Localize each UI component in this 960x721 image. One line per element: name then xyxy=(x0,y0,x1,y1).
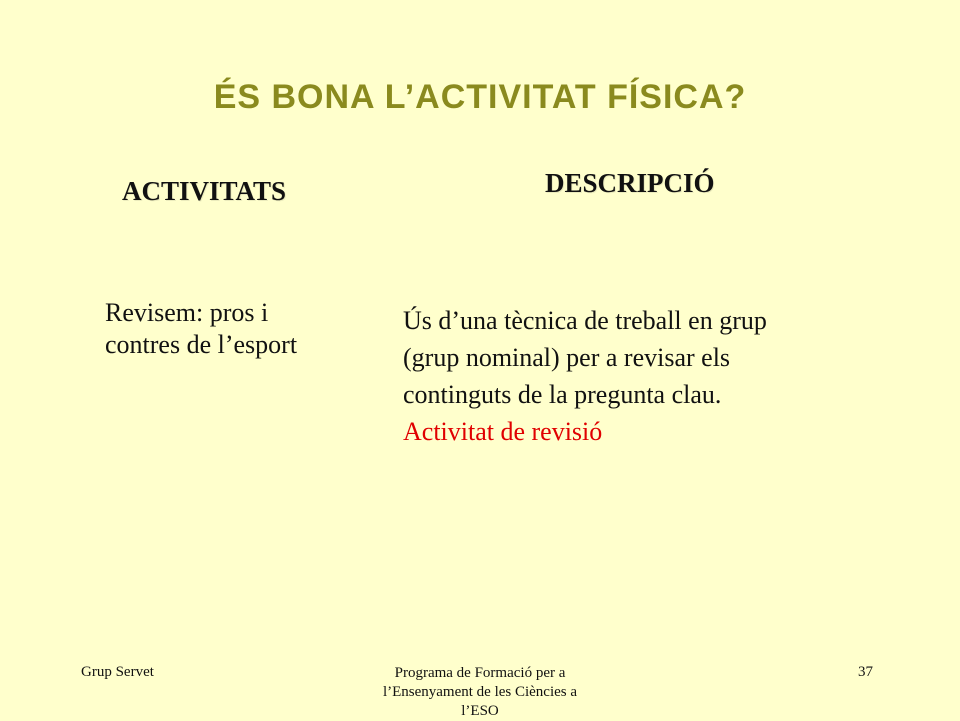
activity-line-1: Revisem: pros i xyxy=(105,298,269,327)
description-highlight: Activitat de revisió xyxy=(403,417,603,446)
footer-program xyxy=(330,664,630,721)
description-text xyxy=(403,302,923,450)
footer-program-line-1: Programa de Formació per a xyxy=(394,665,566,681)
activity-text xyxy=(105,297,365,361)
activity-line-2: contres de l’esport xyxy=(105,330,298,359)
slide-title: ÉS BONA L’ACTIVITAT FÍSICA? xyxy=(213,78,747,116)
page-number: 37 xyxy=(858,664,873,680)
footer-program-line-2: l’Ensenyament de les Ciències a xyxy=(382,684,578,700)
column-heading-activitats: ACTIVITATS xyxy=(122,176,287,206)
description-line-1: Ús d’una tècnica de treball en grup xyxy=(403,306,767,335)
description-line-3: continguts de la pregunta clau. xyxy=(403,380,722,409)
footer-author: Grup Servet xyxy=(81,664,154,680)
description-line-2: (grup nominal) per a revisar els xyxy=(403,343,731,372)
footer-program-line-3: l’ESO xyxy=(461,703,499,719)
column-heading-descripcio: DESCRIPCIÓ xyxy=(545,168,715,198)
